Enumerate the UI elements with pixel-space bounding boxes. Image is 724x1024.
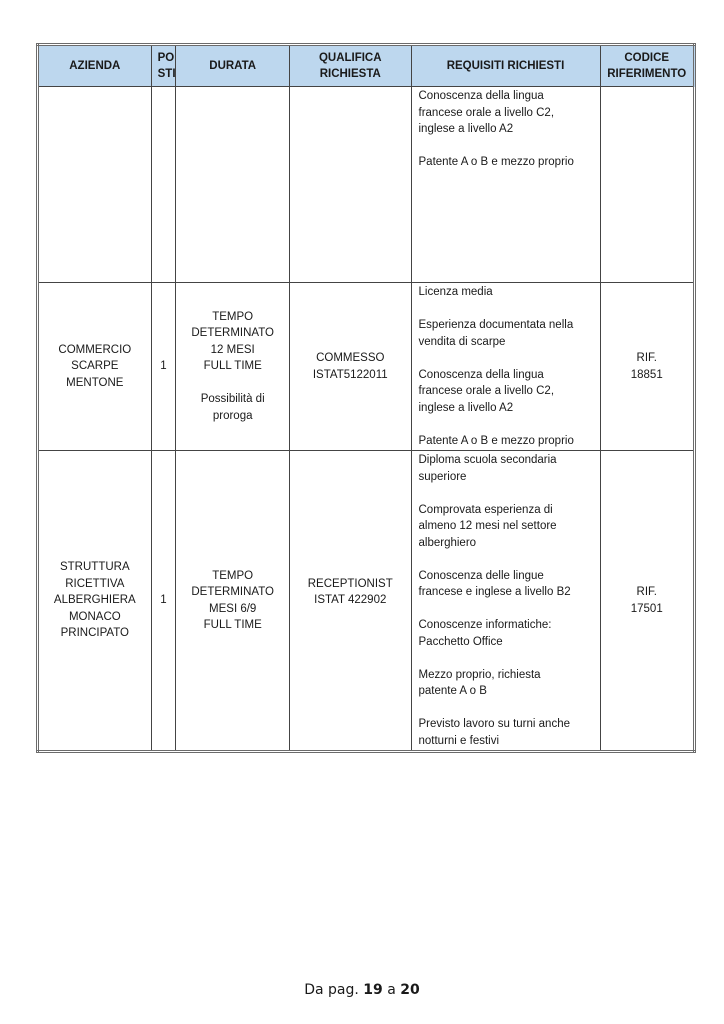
requirement: Licenza media (418, 286, 493, 298)
cell-azienda: STRUTTURA RICETTIVA ALBERGHIERA MONACO PRINCIPATO (38, 451, 152, 752)
header-codice: CODICE RIFERIMENTO (600, 45, 695, 87)
job-offers-table (36, 43, 696, 753)
table-header-row (38, 45, 695, 87)
cell-requisiti (411, 283, 600, 451)
header-durata: DURATA (176, 45, 290, 87)
cell-codice: RIF. 18851 (600, 283, 695, 451)
cell-qualifica: COMMESSO ISTAT5122011 (290, 283, 412, 451)
requirement: Conoscenze informatiche: Pacchetto Office (418, 619, 552, 648)
requirement: Diploma scuola secondaria superiore (418, 454, 557, 483)
page-footer (0, 982, 724, 998)
table-row (38, 87, 695, 283)
cell-azienda: COMMERCIO SCARPE MENTONE (38, 283, 152, 451)
page-label: Da pag. (304, 982, 359, 998)
table-row (38, 451, 695, 752)
cell-durata: TEMPO DETERMINATO MESI 6/9 FULL TIME (176, 451, 290, 752)
table-row (38, 283, 695, 451)
header-requisiti: REQUISITI RICHIESTI (411, 45, 600, 87)
requirement: Conoscenza della lingua francese orale a livello C2, inglese a livello A2 (418, 368, 555, 414)
cell-requisiti (411, 87, 600, 283)
requirement: Conoscenza delle lingue francese e inglese a livello B2 (418, 569, 571, 598)
header-posti: PO STI (151, 45, 176, 87)
requirement: Mezzo proprio, richiesta patente A o B (418, 668, 541, 697)
requirement: Esperienza documentata nella vendita di scarpe (418, 319, 574, 348)
requirement: Conoscenza della lingua francese orale a livello C2, inglese a livello A2 (418, 90, 555, 135)
requirement: Patente A o B e mezzo proprio (418, 434, 574, 447)
cell-requisiti (411, 451, 600, 752)
cell-durata: TEMPO DETERMINATO 12 MESI FULL TIME Possibilità di proroga (176, 283, 290, 451)
cell-durata (176, 87, 290, 283)
cell-posti (151, 87, 176, 283)
requirement: Comprovata esperienza di almeno 12 mesi nel settore alberghiero (418, 503, 557, 549)
cell-codice: RIF. 17501 (600, 451, 695, 752)
header-azienda: AZIENDA (38, 45, 152, 87)
cell-posti: 1 (151, 451, 176, 752)
header-qualifica: QUALIFICA RICHIESTA (290, 45, 412, 87)
page-separator: a (387, 982, 396, 998)
cell-posti: 1 (151, 283, 176, 451)
cell-codice (600, 87, 695, 283)
current-page-number: 19 (363, 982, 383, 998)
requirement: Patente A o B e mezzo proprio (418, 156, 574, 168)
cell-qualifica: RECEPTIONIST ISTAT 422902 (290, 451, 412, 752)
cell-qualifica (290, 87, 412, 283)
cell-azienda (38, 87, 152, 283)
total-pages-number: 20 (400, 982, 420, 998)
requirement: Previsto lavoro su turni anche notturni e festivi (418, 718, 570, 747)
